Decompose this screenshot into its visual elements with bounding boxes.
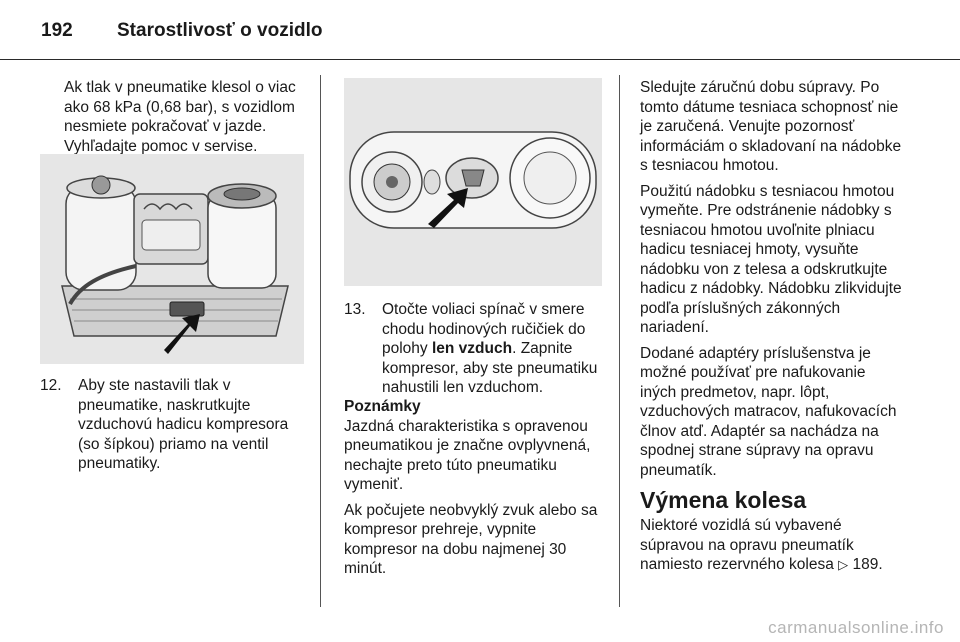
watermark: carmanualsonline.info [768,618,944,637]
section-heading: Výmena kolesa [640,487,807,513]
page-header [41,14,322,48]
header-divider [0,59,960,60]
adapters-paragraph: Dodané adaptéry príslušenstva je možné používať pre nafukovanie iných predmetov, napr. lôpt, vzduchových matracov, nafukovacích člnov atď. Adaptér sa nachádza na spodnej strane súpravy na opravu pneumatík. [640,344,897,479]
step-13 [344,300,608,398]
step-text: Aby ste nastavili tlak v pneumatike, naskrutkujte vzduchovú hadicu kompresora (so šípkou) priamo na ventil pneumatiky. [78,377,289,472]
selector-switch-illustration [344,78,602,286]
step-12 [40,376,312,474]
notes-title: Poznámky [344,398,421,415]
step-text: Otočte voliaci spínač v smere chodu hodinových ručičiek do polohy len vzduch. Zapnite kompresor, aby ste pneumatiku nahustili len vzduchom. [382,301,598,396]
page-reference[interactable]: 189. [852,556,883,573]
notes-section [344,397,608,579]
column-1 [64,78,308,156]
column-divider-2 [619,75,620,607]
step-number: 12. [40,377,62,394]
warranty-paragraph: Sledujte záručnú dobu súpravy. Po tomto dátume tesniaca schopnosť nie je zaručená. Venujte pozornosť informáciám o skladovaní na nádobke s tesniacou hmotou. [640,79,902,174]
notes-paragraph-2: Ak počujete neobvyklý zvuk alebo sa kompresor prehreje, vypnite kompresor na dobu najmenej 30 minút. [344,501,598,577]
step-number: 13. [344,301,366,318]
column-divider-1 [320,75,321,607]
page-number: 192 [41,20,73,41]
pressure-warning-paragraph: Ak tlak v pneumatike klesol o viac ako 68 kPa (0,68 bar), s vozidlom nesmiete pokračovať v jazde. Vyhľadajte pomoc v servise. [64,79,296,155]
compressor-illustration [40,154,304,364]
sealant-disposal-paragraph: Použitú nádobku s tesniacou hmotou vymeňte. Pre odstránenie nádobky s tesniacou hmotou uvoľnite plniacu hadicu tesniacej hmoty, vysuňte nádobku von z telesa a odskrutkujte hadicu z nádobky. Nádobku zlikvidujte podľa príslušných zákonných nariadení. [640,182,902,336]
page-reference-icon: ▷ [838,557,849,572]
chapter-title: Starostlivosť o vozidlo [117,20,323,41]
wheel-change-paragraph: Niektoré vozidlá sú vybavené súpravou na opravu pneumatík namiesto rezervného kolesa ▷ 189. [640,517,883,573]
air-only-label: len vzduch [431,340,513,357]
column-3 [640,78,902,575]
selector-switch-figure [344,78,602,286]
compressor-hose-figure [40,154,304,364]
notes-paragraph-1: Jazdná charakteristika s opravenou pneumatikou je značne ovplyvnená, nechajte preto túto pneumatiku vymeniť. [344,417,591,493]
